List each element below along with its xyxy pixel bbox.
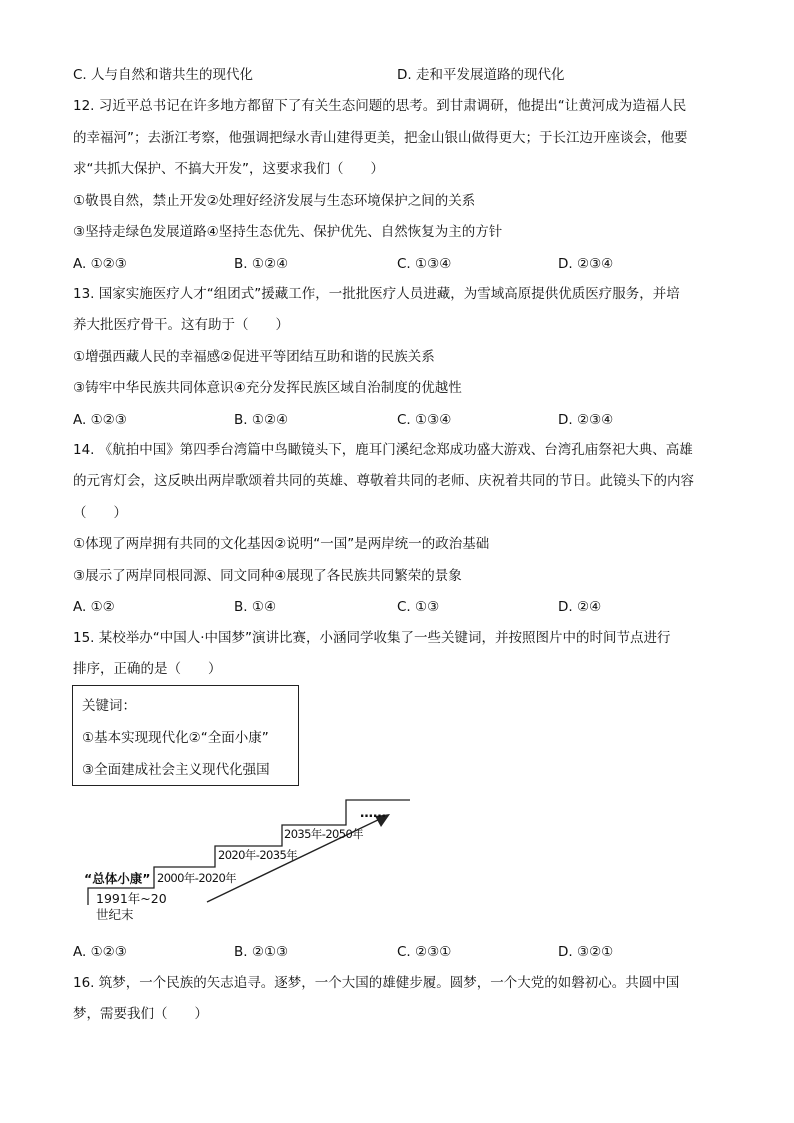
q14-option-b: B. ①④ — [234, 599, 277, 615]
step0-label: “总体小康” — [84, 871, 151, 886]
q12-option-b: B. ①②④ — [234, 256, 289, 272]
q16-stem-line1: 16. 筑梦，一个民族的矢志追寻。逐梦，一个大国的雄健步履。圆梦，一个大党的如磐初心。共圆中国 — [73, 975, 680, 991]
q13-statements-2: ③铸牢中华民族共同体意识④充分发挥民族区域自治制度的优越性 — [73, 380, 462, 396]
q13-statements-1: ①增强西藏人民的幸福感②促进平等团结互助和谐的民族关系 — [73, 349, 435, 365]
q12-option-d: D. ②③④ — [558, 256, 614, 272]
q14-statements-1: ①体现了两岸拥有共同的文化基因②说明“一国”是两岸统一的政治基础 — [73, 536, 490, 552]
step4-ellipsis: …… — [360, 806, 386, 821]
q13-option-b: B. ①②④ — [234, 412, 289, 428]
q13-option-d: D. ②③④ — [558, 412, 614, 428]
q14-stem-line2: 的元宵灯会，这反映出两岸歌颂着共同的英雄、尊敬着共同的老师、庆祝着共同的节日。此镜头下的内容 — [73, 473, 694, 489]
q13-stem-line2: 养大批医疗骨干。这有助于（ ） — [73, 317, 289, 333]
q15-option-b: B. ②①③ — [234, 944, 289, 960]
q14-statements-2: ③展示了两岸同根同源、同文同种④展现了各民族共同繁荣的景象 — [73, 568, 462, 584]
keyword-box-line2: ③全面建成社会主义现代化强国 — [82, 762, 270, 778]
step1-label: 2000年-2020年 — [157, 871, 237, 885]
q14-option-a: A. ①② — [73, 599, 115, 615]
q15-stem-line1: 15. 某校举办“中国人·中国梦”演讲比赛，小涵同学收集了一些关键词，并按照图片中的时间节点进行 — [73, 630, 671, 646]
keyword-box-title: 关键词： — [82, 698, 136, 714]
q16-stem-line2: 梦，需要我们（ ） — [73, 1006, 208, 1022]
q12-stem-line2: 的幸福河”；去浙江考察，他强调把绿水青山建得更美，把金山银山做得更大；于长江边开座谈会，他要 — [73, 130, 688, 146]
q12-option-c: C. ①③④ — [397, 256, 452, 272]
q12-stem-line1: 12. 习近平总书记在许多地方都留下了有关生态问题的思考。到甘肃调研，他提出“让黄河成为造福人民 — [73, 98, 687, 114]
keyword-box-line1: ①基本实现现代化②“全面小康” — [82, 730, 269, 746]
step0-period-line2: 世纪末 — [96, 907, 134, 922]
q12-option-a: A. ①②③ — [73, 256, 127, 272]
q13-option-c: C. ①③④ — [397, 412, 452, 428]
q14-stem-line1: 14. 《航拍中国》第四季台湾篇中鸟瞰镜头下，鹿耳门溪纪念郑成功盛大游戏、台湾孔庙祭祀大典、高雄 — [73, 442, 693, 458]
q13-option-a: A. ①②③ — [73, 412, 127, 428]
timeline-staircase-diagram — [70, 790, 420, 925]
q14-stem-line3: （ ） — [73, 505, 127, 521]
q12-stem-line3: 求“共抓大保护、不搞大开发”，这要求我们（ ） — [73, 161, 384, 177]
step0-period-line1: 1991年~20 — [96, 891, 167, 906]
q14-option-c: C. ①③ — [397, 599, 440, 615]
q15-option-c: C. ②③① — [397, 944, 452, 960]
q15-option-a: A. ①②③ — [73, 944, 127, 960]
q12-statements-2: ③坚持走绿色发展道路④坚持生态优先、保护优先、自然恢复为主的方针 — [73, 224, 503, 240]
q11-option-d: D. 走和平发展道路的现代化 — [397, 67, 565, 83]
q12-statements-1: ①敬畏自然，禁止开发②处理好经济发展与生态环境保护之间的关系 — [73, 193, 476, 209]
q14-option-d: D. ②④ — [558, 599, 602, 615]
step3-label: 2035年-2050年 — [284, 827, 364, 841]
q11-option-c: C. 人与自然和谐共生的现代化 — [73, 67, 254, 83]
q13-stem-line1: 13. 国家实施医疗人才“组团式”援藏工作，一批批医疗人员进藏，为雪域高原提供优质医疗服务，并培 — [73, 286, 680, 302]
q15-stem-line2: 排序，正确的是（ ） — [73, 661, 222, 677]
q15-option-d: D. ③②① — [558, 944, 614, 960]
keyword-box — [72, 685, 299, 786]
step2-label: 2020年-2035年 — [218, 848, 298, 862]
